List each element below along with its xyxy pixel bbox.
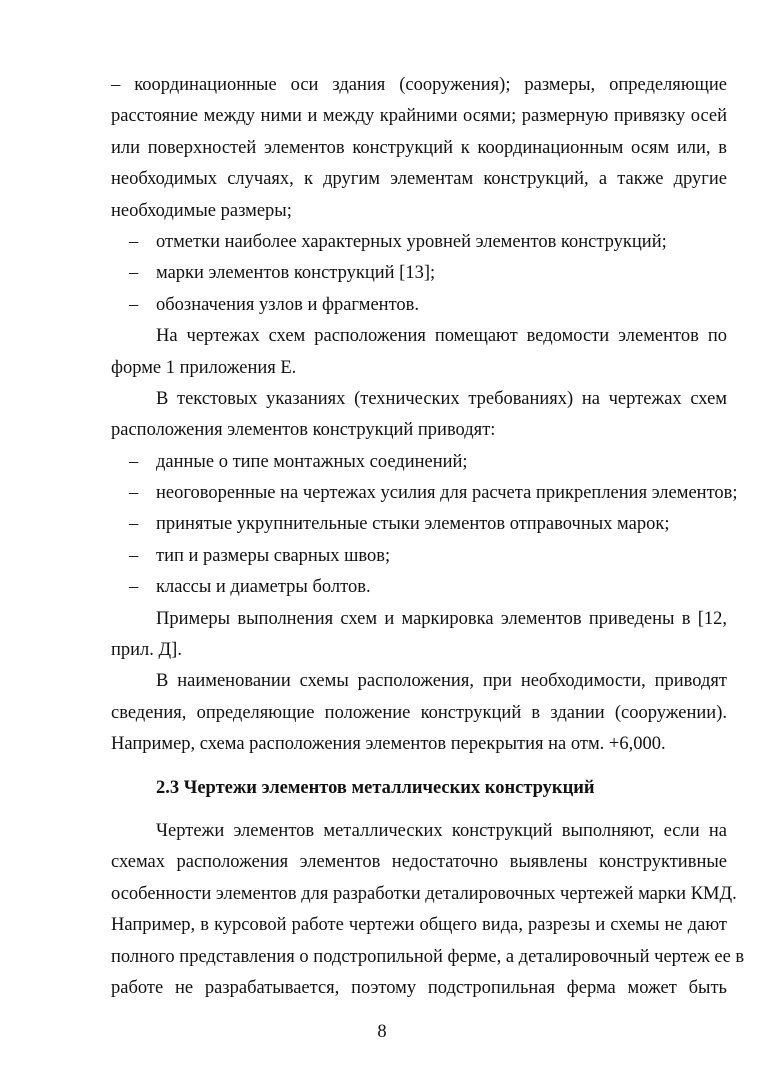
dash-bullet: – [129, 263, 139, 284]
text-line: Чертежи элементов металлических конструкций выполняют, если на [156, 820, 727, 841]
text-line: полного представления о подстропильной ферме, а деталировочный чертеж ее в [111, 946, 745, 967]
section-heading: 2.3 Чертежи элементов металлических конструкций [156, 777, 595, 798]
list-item [111, 509, 727, 540]
bullet-list-marks [111, 227, 727, 321]
list-item-text: обозначения узлов и фрагментов. [156, 294, 420, 315]
text-line: схемах расположения элементов недостаточно выявлены конструктивные [111, 852, 727, 873]
list-item [111, 258, 727, 289]
bullet-list-requirements [111, 447, 738, 604]
list-item-text: классы и диаметры болтов. [156, 577, 371, 598]
list-item-text: отметки наиболее характерных уровней элементов конструкций; [156, 231, 667, 252]
text-line: сведения, определяющие положение конструкций в здании (сооружении). [111, 702, 727, 723]
text-line: В наименовании схемы расположения, при необходимости, приводят [156, 671, 727, 692]
text-line: В текстовых указаниях (технических требованиях) на чертежах схем [156, 388, 727, 409]
document-page [111, 70, 745, 1004]
text-line: Например, схема расположения элементов перекрытия на отм. +6,000. [111, 734, 666, 755]
list-item [111, 227, 727, 258]
list-item [111, 541, 727, 572]
dash-bullet: – [129, 545, 139, 566]
text-line: необходимые размеры; [111, 200, 292, 221]
text-line: На чертежах схем расположения помещают ведомости элементов по [156, 326, 727, 347]
list-item [111, 478, 738, 509]
paragraph-examples [111, 604, 727, 667]
list-item [111, 290, 727, 321]
dash-bullet: – [129, 483, 139, 504]
list-item-text: неоговоренные на чертежах усилия для расчета прикрепления элементов; [156, 483, 738, 504]
list-item [111, 572, 727, 603]
dash-bullet: – [129, 231, 139, 252]
list-item-text: данные о типе монтажных соединений; [156, 451, 468, 472]
text-line: прил. Д]. [111, 640, 182, 661]
text-line: форме 1 приложения Е. [111, 357, 297, 378]
text-line: расстояние между ними и между крайними осями; размерную привязку осей [111, 106, 727, 127]
dash-bullet: – [129, 577, 139, 598]
dash-bullet: – [129, 451, 139, 472]
text-line: необходимых случаях, к другим элементам конструкций, а также другие [111, 169, 727, 190]
paragraph-text-instructions [111, 384, 727, 447]
paragraph-naming [111, 666, 727, 760]
text-line: расположения элементов конструкций приводят: [111, 420, 496, 441]
paragraph-schedules [111, 321, 727, 384]
paragraph-coordination-axes [111, 70, 727, 227]
list-item-text: тип и размеры сварных швов; [156, 545, 391, 566]
list-item [111, 447, 727, 478]
dash-bullet: – [129, 294, 139, 315]
dash-bullet: – [129, 514, 139, 535]
page-number: 8 [377, 1022, 387, 1042]
text-line: работе не разрабатывается, поэтому подстропильная ферма может быть [111, 977, 727, 998]
list-item-text: марки элементов конструкций [13]; [156, 263, 436, 284]
text-line: Примеры выполнения схем и маркировка элементов приведены в [12, [156, 608, 727, 629]
list-item-text: принятые укрупнительные стыки элементов отправочных марок; [156, 514, 670, 535]
text-line: особенности элементов для разработки деталировочных чертежей марки КМД. [111, 883, 737, 904]
text-line: – координационные оси здания (сооружения); размеры, определяющие [111, 75, 727, 95]
text-line: Например, в курсовой работе чертежи общего вида, разрезы и схемы не дают [111, 915, 727, 936]
text-line: или поверхностей элементов конструкций к координационным осям или, в [111, 137, 727, 158]
paragraph-element-drawings [111, 816, 745, 1004]
